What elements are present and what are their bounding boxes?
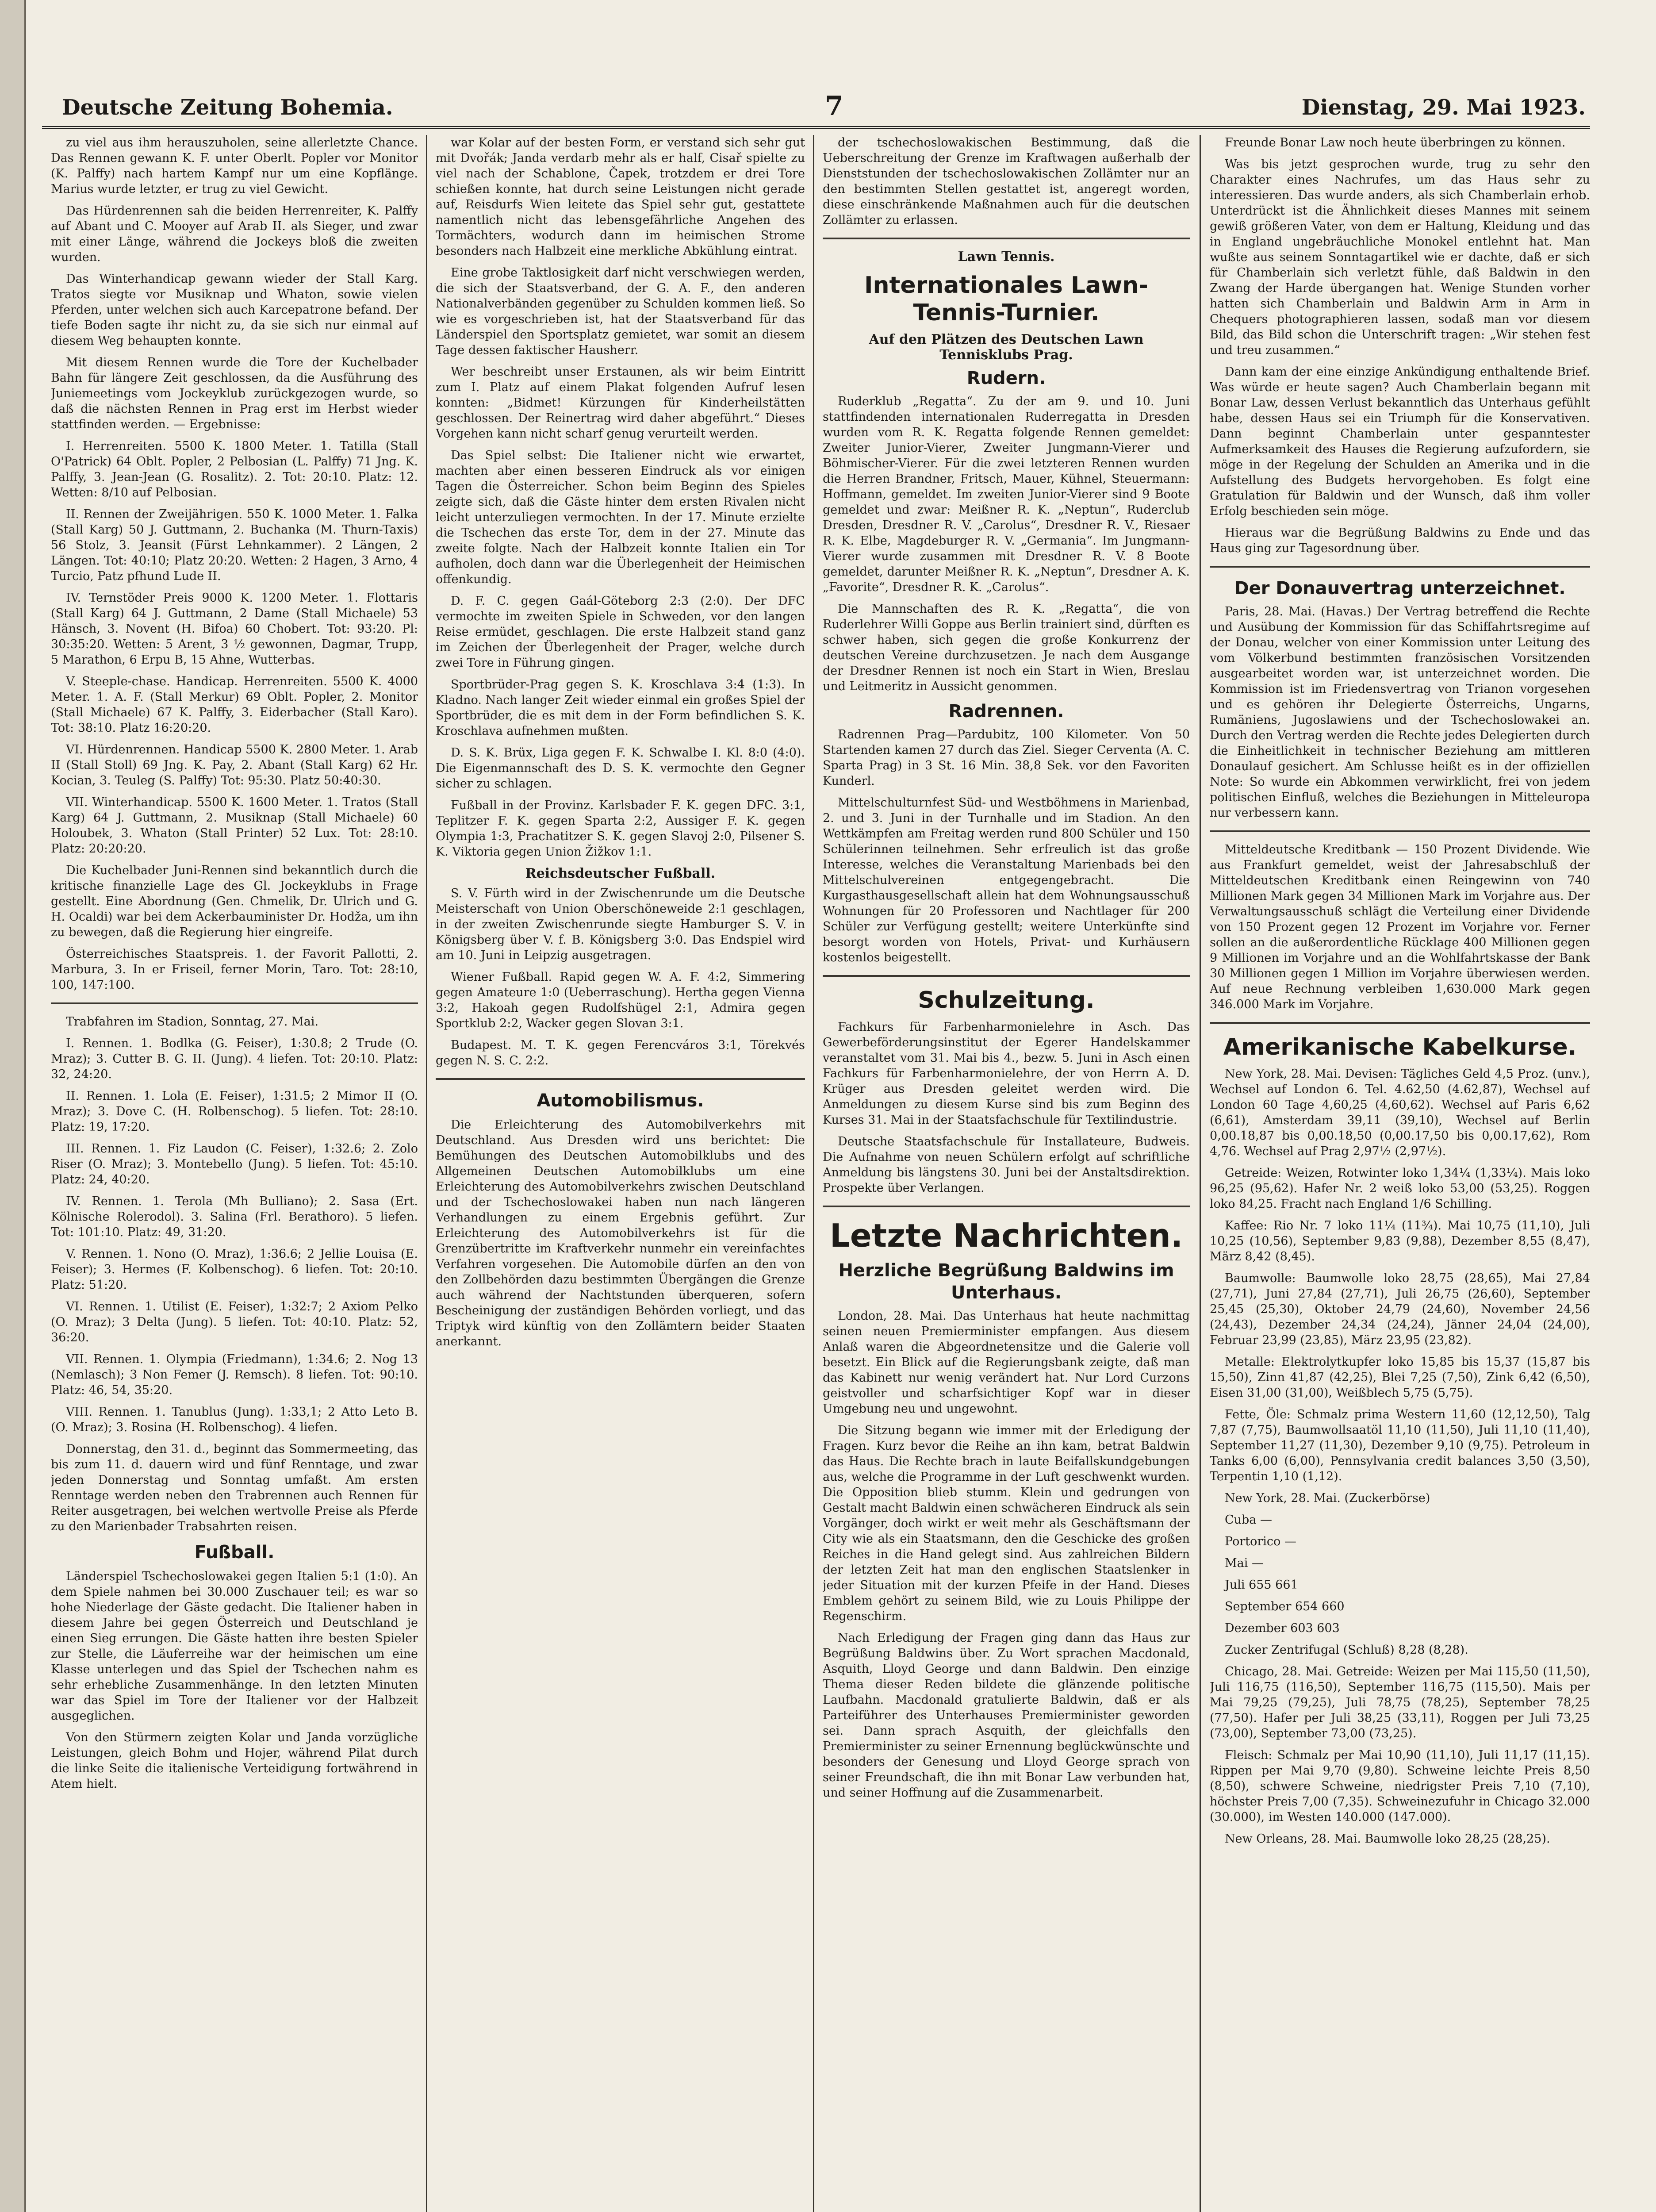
article-text: Ruderklub „Regatta“. Zu der am 9. und 10. Juni stattfindenden internationalen Ruderregatta in Dresden wurden vom R. K. Regatta folgende Rennen gemeldet: Zweiter Junior-Vierer, Zweiter Jungmann-Vierer und Böhmischer-Vierer. Für die zwei letzteren Rennen wurden die Herren Brandner, Fritsch, Mauer, Kühnel, Steuermann: Hoffmann, gemeldet. Im zweiten Junior-Vierer sind 9 Boote gemeldet und zwar: Meißner R. K. „Neptun“, Ruderclub Dresden, Dresdner R. V. „Carolus“, Dresdner R. V., Riesaer R. K. Elbe, Magdeburger R. V. „Germania“. Im Jungmann-Vierer wurde zusammen mit Dresdner R. V. 8 Boote gemeldet, darunter Meißner R. K. „Neptun“, Dresdner A. K. „Favorite“, Dresdner R. K. „Carolus“. <box>823 395 1190 594</box>
article-text: Eine grobe Taktlosigkeit darf nicht verschwiegen werden, die sich der Staatsverband, der G. A. F., den anderen Nationalverbänden gegenüber zu Schulden kommen ließ. So wie es vorgeschrieben ist, hat der Staatsverband für das Länderspiel den Sportsplatz gemietet, war somit an diesem Tage dessen faktischer Hausherr. <box>436 266 805 357</box>
race-result: V. Steeple-chase. Handicap. Herrenreiten. 5500 K. 4000 Meter. 1. A. F. (Stall Merkur) 69 Oblt. Popler, 2. Monitor (Stall Michaele) 67 K. Palffy, 3. Eiderbacher (Stall Karo). Tot: 38:10. Platz 16:20:20. <box>51 675 418 735</box>
divider <box>436 1078 805 1080</box>
column-4 <box>1210 135 1590 2212</box>
article-text: Was bis jetzt gesprochen wurde, trug zu sehr den Charakter eines Nachrufes, um das Haus sehr zu interessieren. Das wurde anders, als sich Chamberlain erhob. Unterdrückt ist die Ähnlichkeit dieses Mannes mit seinem gewiß größeren Vater, von dem er Haltung, Kleidung und das in England ungebräuchliche Monokel entlehnt hat. Man wußte aus seinem Sonntagartikel wie er dachte, daß er sich für Chamberlain sich verletzt fühle, daß Baldwin in den Zwang der Harde übergangen hat. Wenige Stunden vorher hatten sich Chamberlain und Baldwin Arm in Arm in Chequers photographieren lassen, sodaß man vor diesem Bild, das Bild schon die Unterschrift tragen: „Wir stehen fest und treu zusammen.“ <box>1210 157 1590 357</box>
article-text: New Orleans, 28. Mai. Baumwolle loko 28,25 (28,25). <box>1225 1832 1550 1846</box>
column-1 <box>51 135 418 2212</box>
article-text: Sportbrüder-Prag gegen S. K. Kroschlava 3:4 (1:3). In Kladno. Nach langer Zeit wieder einmal ein großes Spiel der Sportbrüder, die es mit dem in der Form befindlichen S. K. Kroschlava aufnehmen mußten. <box>436 678 805 738</box>
divider <box>1210 830 1590 832</box>
article-text: Wiener Fußball. Rapid gegen W. A. F. 4:2, Simmering gegen Amateure 1:0 (Ueberraschung). Hertha gegen Vienna 3:2, Hakoah gegen Rudolfshügel 2:1, Admira gegen Sportklub 2:2, Wacker gegen Slovan 3:1. <box>436 970 805 1030</box>
race-result: VIII. Rennen. 1. Tanublus (Jung). 1:33,1; 2 Atto Leto B. (O. Mraz); 3. Rosina (H. Rolbenschog). 4 liefen. <box>51 1405 418 1434</box>
article-text: zu viel aus ihm herauszuholen, seine allerletzte Chance. Das Rennen gewann K. F. unter Oberlt. Popler vor Monitor (K. Palffy) nach hartem Kampf nur um eine Kopflänge. Marius wurde letzter, er trug zu viel Gewicht. <box>51 136 418 196</box>
section-heading: Schulzeitung. <box>918 987 1095 1014</box>
article-text: Die Kuchelbader Juni-Rennen sind bekanntlich durch die kritische finanzielle Lage des Gl. Jockeyklubs in Frage gestellt. Eine Abordnung (Gen. Chmelik, Dr. Ulrich und G. H. Ocaldi) war bei dem Ackerbauminister Dr. Hodža, um ihn zu bewegen, daß die Regierung hier eingreife. <box>51 864 418 939</box>
table-row: Juli 655 661 <box>1225 1578 1298 1592</box>
article-text: Das Hürdenrennen sah die beiden Herrenreiter, K. Palffy auf Abant und C. Mooyer auf Arab II. als Sieger, und zwar mit einer Länge, während die Jockeys bloß die zweiten wurden. <box>51 204 418 264</box>
divider <box>823 1206 1190 1207</box>
race-result: II. Rennen. 1. Lola (E. Feiser), 1:31.5; 2 Mimor II (O. Mraz); 3. Dove C. (H. Rolbenschog). 5 liefen. Tot: 28:10. Platz: 19, 17:20. <box>51 1089 418 1134</box>
section-subtitle: Lawn Tennis. <box>958 249 1055 265</box>
section-subtitle: New York, 28. Mai. (Zuckerbörse) <box>1225 1491 1430 1505</box>
issue-date: Dienstag, 29. Mai 1923. <box>1301 95 1586 120</box>
section-heading: Amerikanische Kabelkurse. <box>1223 1034 1577 1060</box>
article-text: Von den Stürmern zeigten Kolar und Janda vorzügliche Leistungen, gleich Bohm und Hojer, während Pilat durch die linke Seite die italienische Verteidigung fortwährend in Atem hielt. <box>51 1731 418 1791</box>
table-row: Mai — <box>1225 1556 1264 1570</box>
divider <box>51 1002 418 1004</box>
article-text: Das Spiel selbst: Die Italiener nicht wie erwartet, machten aber einen besseren Eindruck als vor einigen Tagen die Österreicher. Schon beim Beginn des Spieles zeigte sich, daß die Gäste hinter dem ersten Rivalen nicht leicht unterzuliegen vermochten. In der 17. Minute erzielte die Tschechen das erste Tor, dem in der 27. Minute das zweite folgte. Nach der Halbzeit konnte Italien ein Tor aufholen, doch dann war die Überlegenheit der Heimischen offenkundig. <box>436 449 805 586</box>
race-result: IV. Rennen. 1. Terola (Mh Bulliano); 2. Sasa (Ert. Kölnische Rolerodol). 3. Salina (Frl. Berathoro). 5 liefen. Tot: 101:10. Platz: 49, 31:20. <box>51 1194 418 1239</box>
article-text: D. S. K. Brüx, Liga gegen F. K. Schwalbe I. Kl. 8:0 (4:0). Die Eigenmannschaft des D. S. K. vermochte den Gegner sicher zu schlagen. <box>436 746 805 791</box>
section-subtitle: Auf den Plätzen des Deutschen Lawn Tennisklubs Prag. <box>869 332 1144 363</box>
article-text: Budapest. M. T. K. gegen Ferencváros 3:1, Törekvés gegen N. S. C. 2:2. <box>436 1038 805 1068</box>
article-text: S. V. Fürth wird in der Zwischenrunde um die Deutsche Meisterschaft von Union Oberschöneweide 2:1 geschlagen, in der zweiten Zwischenrunde siegte Hamburger S. V. in Königsberg über V. f. B. Königsberg 3:0. Das Endspiel wird am 10. Juni in Leipzig ausgetragen. <box>436 887 805 962</box>
race-result: VII. Winterhandicap. 5500 K. 1600 Meter. 1. Tratos (Stall Karg) 64 J. Guttmann, 2. Musiknap (Stall Michaele) 60 Holoubek, 3. Whaton (Stall Printer) 52 Lux. Tot: 28:10. Platz: 20:20:20. <box>51 795 418 856</box>
section-heading: Radrennen. <box>948 701 1064 722</box>
race-result: III. Rennen. 1. Fiz Laudon (C. Feiser), 1:32.6; 2. Zolo Riser (O. Mraz); 3. Montebello (Jung). 5 liefen. Tot: 45:10. Platz: 24, 40:20. <box>51 1142 418 1187</box>
article-text: New York, 28. Mai. Devisen: Tägliches Geld 4,5 Proz. (unv.), Wechsel auf London 6. Tel. 4.62,50 (4.62,87), Wechsel auf London 60 Tage 4,60,25 (4,60,62). Wechsel auf Paris 6,62 (6,61), Amsterdam 39,11 (39,10), Wechsel auf Berlin 0,00.18,87 bis 0,00.18,50 (0,00.17,50 bis 0,00.17,62), Rom 4,76. Wechsel auf Prag 2,97½ (2,97½). <box>1210 1067 1590 1158</box>
section-heading: Internationales Lawn-Tennis-Turnier. <box>864 272 1148 326</box>
column-rule <box>426 135 427 2212</box>
article-text: Die Mannschaften des R. K. „Regatta“, die von Ruderlehrer Willi Goppe aus Berlin trainiert sind, dürften es schwer haben, sich gegen die große Konkurrenz der deutschen Vereine durchzusetzen. Je nach dem Ausgange der Dresdner Rennen ist noch ein Start in Wien, Breslau und Leitmeritz in Aussicht genommen. <box>823 602 1190 693</box>
article-text: Metalle: Elektrolytkupfer loko 15,85 bis 15,37 (15,87 bis 15,50), Zinn 41,87 (42,25), Blei 7,25 (7,50), Zink 6,42 (6,50), Eisen 31,00 (31,00), Weißblech 5,75 (5,75). <box>1210 1355 1590 1400</box>
section-heading: Letzte Nachrichten. <box>829 1217 1183 1254</box>
article-text: Zucker Zentrifugal (Schluß) 8,28 (8,28). <box>1225 1643 1468 1657</box>
column-rule <box>813 135 814 2212</box>
article-text: Die Sitzung begann wie immer mit der Erledigung der Fragen. Kurz bevor die Reihe an ihn kam, betrat Baldwin das Haus. Die Rechte brach in laute Beifallskundgebungen aus, welche die Programme in der Luft geschwenkt wurden. Die Opposition blieb stumm. Klein und gedrungen von Gestalt macht Baldwin einen schwächeren Eindruck als sein Vorgänger, doch wirkt er weit mehr als Geschäftsmann der City wie als ein Staatsmann, den die Geschicke des großen Reiches in die Hand gelegt sind. Aus zahlreichen Bildern der letzten Zeit hat man den englischen Staatslenker in jeder Situation mit der kurzen Pfeife in der Hand. Dieses Emblem gehört zu seinem Bild, wie zu Louis Philippe der Regenschirm. <box>823 1424 1190 1623</box>
page-header <box>42 91 1590 129</box>
divider <box>1210 1022 1590 1024</box>
article-text: Freunde Bonar Law noch heute überbringen zu können. <box>1225 136 1566 150</box>
article-text: Chicago, 28. Mai. Getreide: Weizen per Mai 115,50 (11,50), Juli 116,75 (116,50), September 116,75 (115,50). Mais per Mai 79,25 (79,25), Juli 78,75 (78,25), September 78,25 (77,50). Hafer per Juli 38,25 (33,11), Roggen per Juli 73,25 (73,00), September 73,00 (73,25). <box>1210 1665 1590 1740</box>
article-text: der tschechoslowakischen Bestimmung, daß die Ueberschreitung der Grenze im Kraftwagen außerhalb der Dienststunden der tschechoslowakischen Zollämter nur an den bestimmten Stellen gestattet ist, angeregt worden, diese einschränkende Maßnahmen auch für die deutschen Zollämter zu erlassen. <box>823 136 1190 227</box>
divider <box>823 238 1190 239</box>
article-text: Österreichisches Staatspreis. 1. der Favorit Pallotti, 2. Marbura, 3. In er Friseil, ferner Morin, Taro. Tot: 28:10, 100, 147:100. <box>51 947 418 992</box>
column-3 <box>823 135 1190 2212</box>
article-text: Radrennen Prag—Pardubitz, 100 Kilometer. Von 50 Startenden kamen 27 durch das Ziel. Sieger Cerventa (A. C. Sparta Prag) in 3 St. 16 Min. 38,8 Sek. vor den Favoriten Kunderl. <box>823 728 1190 788</box>
paper-name: Deutsche Zeitung Bohemia. <box>62 95 393 120</box>
article-text: Donnerstag, den 31. d., beginnt das Sommermeeting, das bis zum 11. d. dauern wird und fünf Renntage, und zwar jeden Donnerstag und Sonntag umfaßt. Am ersten Renntage werden neben den Trabrennen auch Rennen für Reiter ausgetragen, bei welchen wertvolle Preise als Pferde zu den Marienbader Trabsahrten reisen. <box>51 1442 418 1533</box>
article-text: Mit diesem Rennen wurde die Tore der Kuchelbader Bahn für längere Zeit geschlossen, da die Ausführung des Juniemeetings vom Jockeyklub zurückgezogen wurde, so daß die nächsten Rennen in Prag erst im Herbst wieder stattfinden werden. — Ergebnisse: <box>51 356 418 431</box>
table-row: Cuba — <box>1225 1513 1273 1527</box>
article-text: Paris, 28. Mai. (Havas.) Der Vertrag betreffend die Rechte und Ausübung der Kommission für das Schiffahrtsregime auf der Donau, welcher von einer Kommission unter Leitung des vom Völkerbund bestimmten französischen Vorsitzenden ausgearbeitet worden war, ist unterzeichnet worden. Die Kommission ist im Friedensvertrag von Trianon vorgesehen und es gehören ihr Delegierte Österreichs, Ungarns, Rumäniens, Jugoslawiens und der Tschechoslowakei an. Durch den Vertrag werden die Rechte jedes Delegierten durch die Einheitlichkeit in technischer Beziehung am mittleren Donaulauf gesichert. Am Schlusse heißt es in der offiziellen Note: So wurde ein Abkommen verwirklicht, frei von jedem politischen Einfluß, welches die Beziehungen in Mitteleuropa nur verbessern kann. <box>1210 605 1590 820</box>
race-result: II. Rennen der Zweijährigen. 550 K. 1000 Meter. 1. Falka (Stall Karg) 50 J. Guttmann, 2. Buchanka (M. Thurn-Taxis) 56 Stolz, 3. Jeansit (Fürst Lehnkammer). 2 Längen, 2 Längen. Tot: 40:10; Platz 20:20. Wetten: 2 Hagen, 3 Arno, 4 Turcio, Patz pfhund Lude II. <box>51 507 418 583</box>
race-result: I. Rennen. 1. Bodlka (G. Feiser), 1:30.8; 2 Trude (O. Mraz); 3. Cutter B. G. II. (Jung). 4 liefen. Tot: 20:10. Platz: 32, 24:20. <box>51 1037 418 1081</box>
section-heading: Der Donauvertrag unterzeichnet. <box>1234 578 1566 599</box>
section-heading: Fußball. <box>194 1542 275 1563</box>
race-result: VII. Rennen. 1. Olympia (Friedmann), 1:34.6; 2. Nog 13 (Nemlasch); 3 Non Femer (J. Remsch). 8 liefen. Tot: 90:10. Platz: 46, 54, 35:20. <box>51 1352 418 1397</box>
divider <box>823 975 1190 977</box>
page-number: 7 <box>825 91 843 122</box>
race-result: V. Rennen. 1. Nono (O. Mraz), 1:36.6; 2 Jellie Louisa (E. Feiser); 3. Hermes (F. Kolbenschog). 6 liefen. Tot: 20:10. Platz: 51:20. <box>51 1247 418 1292</box>
section-heading: Rudern. <box>966 368 1046 388</box>
race-result: IV. Ternstöder Preis 9000 K. 1200 Meter. 1. Flottaris (Stall Karg) 64 J. Guttmann, 2 Dame (Stall Michaele) 53 Hänsch, 3. Novent (H. Bifoa) 60 Chobert. Tot: 93:20. Pl: 30:35:20. Wetten: 5 Arent, 3 ½ gewonnen, Dagmar, Trupp, 5 Marathon, 6 Erpu B, 15 Ahne, Wutterbas. <box>51 591 418 667</box>
table-row: Dezember 603 603 <box>1225 1621 1340 1635</box>
article-text: D. F. C. gegen Gaál-Göteborg 2:3 (2:0). Der DFC vermochte im zweiten Spiele in Schweden, vor den langen Reise ermüdet, geschlagen. Die erste Halbzeit stand ganz im Zeichen der Überlegenheit der Prager, welche durch zwei Tore in Führung gingen. <box>436 594 805 670</box>
column-2 <box>436 135 805 2212</box>
section-subtitle: Reichsdeutscher Fußball. <box>525 866 716 881</box>
table-row: Portorico — <box>1225 1535 1296 1548</box>
article-headline: Herzliche Begrüßung Baldwins im Unterhaus. <box>838 1260 1174 1303</box>
article-text: Fette, Öle: Schmalz prima Western 11,60 (12,12,50), Talg 7,87 (7,75), Baumwollsaatöl 11,10 (11,50), Juli 11,10 (11,40), September 11,27 (11,30), Dezember 9,10 (9,75). Petroleum in Tanks 6,00 (6,00), Pennsylvania credit balances 3,50 (3,50), Terpentin 1,10 (1,12). <box>1210 1408 1590 1483</box>
race-result: VI. Rennen. 1. Utilist (E. Feiser), 1:32:7; 2 Axiom Pelko (O. Mraz); 3 Delta (Jung). 5 liefen. Tot: 40:10. Platz: 52, 36:20. <box>51 1300 418 1344</box>
divider <box>1210 566 1590 568</box>
article-text: Mitteldeutsche Kreditbank — 150 Prozent Dividende. Wie aus Frankfurt gemeldet, weist der Jahresabschluß der Mitteldeutschen Kreditbank einen Reingewinn von 740 Millionen Mark gegen 34 Millionen Mark im Vorjahre aus. Der Verwaltungsausschuß schlägt die Verteilung einer Dividende von 150 Prozent gegen 12 Prozent im Vorjahre vor. Ferner sollen an die außerordentliche Rücklage 400 Millionen gegen 9 Millionen im Vorjahre und an die Wohlfahrtskasse der Bank 30 Millionen gegen 1 Million im Vorjahre überwiesen werden. Auf neue Rechnung verbleiben 1,630.000 Mark gegen 346.000 Mark im Vorjahre. <box>1210 843 1590 1011</box>
article-text: Die Erleichterung des Automobilverkehrs mit Deutschland. Aus Dresden wird uns berichtet: Die Bemühungen des Deutschen Automobilklubs und des Allgemeinen Deutschen Automobilklubs um eine Erleichterung des Automobilverkehrs zwischen Deutschland und der Tschechoslowakei haben nun nach längeren Verhandlungen zu einem Ergebnis geführt. Zur Erleichterung des Automobilverkehrs ist für die Grenzübertritte im Kraftverkehr nunmehr ein vereinfachtes Verfahren vorgesehen. Die Automobile dürfen an den von den Zollbehörden dazu bestimmten Übergängen die Grenze auch während der Nachtstunden überqueren, sofern Bescheinigung der zuständigen Behörden vorliegt, und das Triptyk wird künftig von den Zollämtern beider Staaten anerkannt. <box>436 1118 805 1348</box>
article-text: Fachkurs für Farbenharmonielehre in Asch. Das Gewerbeförderungsinstitut der Egerer Handelskammer veranstaltet vom 31. Mai bis 4., bezw. 5. Juni in Asch einen Fachkurs für Farbenharmonielehre, der von Herrn A. D. Krüger aus Dresden geleitet werden wird. Die Anmeldungen zu diesem Kurse sind bis zum Beginn des Kurses 31. Mai in der Staatsfachschule für Textilindustrie. <box>823 1020 1190 1127</box>
article-text: Nach Erledigung der Fragen ging dann das Haus zur Begrüßung Baldwins über. Zu Wort sprachen Macdonald, Asquith, Lloyd George und dann Baldwin. Den einzige Thema dieser Reden bildete die glänzende politische Laufbahn. Macdonald gratulierte Baldwin, daß er als Parteiführer des Unterhauses Premierminister geworden sei. Dann sprach Asquith, der gleichfalls den Premierminister zu seiner Ernennung beglückwünschte und besonders der Genesung und Lloyd George sprach von seiner Freundschaft, die ihn mit Bonar Law verbunden hat, und seiner Hoffnung auf die Zusammenarbeit. <box>823 1631 1190 1800</box>
article-text: Länderspiel Tschechoslowakei gegen Italien 5:1 (1:0). An dem Spiele nahmen bei 30.000 Zuschauer teil; es war so hohe Niederlage der Gäste gedacht. Die Italiener haben in diesem Jahre bei gegen Österreich und Deutschland je einen Sieg errungen. Die Gäste hatten ihre besten Spieler zur Stelle, die Läuferreihe war der heimischen um eine Klasse unterlegen und das Spiel der Tschechen nahm es sehr erhebliche Zusammenhänge. In den letzten Minuten war das Spiel im Tore der Italiener vor der Halbzeit ausgeglichen. <box>51 1570 418 1723</box>
article-text: Fußball in der Provinz. Karlsbader F. K. gegen DFC. 3:1, Teplitzer F. K. gegen Sparta 2:2, Aussiger F. K. gegen Olympia 1:3, Prachatitzer S. K. gegen Slavoj 2:0, Pilsener S. K. Viktoria gegen Union Žižkov 1:1. <box>436 799 805 859</box>
section-heading: Automobilismus. <box>537 1091 704 1111</box>
article-text: Deutsche Staatsfachschule für Installateure, Budweis. Die Aufnahme von neuen Schülern erfolgt auf schriftliche Anmeldung bis längstens 30. Juni bei der Anstaltsdirektion. Prospekte über Verlangen. <box>823 1135 1190 1195</box>
article-text: war Kolar auf der besten Form, er verstand sich sehr gut mit Dvořák; Janda verdarb mehr als er half, Cisař spielte zu viel nach der Schablone, Čapek, trotzdem er drei Tore schießen konnte, hat durch seine Leistungen nicht gerade auf, Reisdurfs Wien leitete das Spiel sehr gut, gestattete namentlich nicht das lebensgefährliche Angehen des Tormächters, wodurch dann im heimischen Strome besonders nach Halbzeit eine merkliche Abkühlung eintrat. <box>436 136 805 258</box>
article-text: Wer beschreibt unser Erstaunen, als wir beim Eintritt zum I. Platz auf einem Plakat folgenden Aufruf lesen konnten: „Bidmet! Kürzungen für Kinderheilstätten geschlossen. Der Reinertrag wird daher abgeführt.“ Dieses Vorgehen kann nicht scharf genug verurteilt werden. <box>436 365 805 441</box>
article-text: Mittelschulturnfest Süd- und Westböhmens in Marienbad, 2. und 3. Juni in der Turnhalle und im Stadion. An den Wettkämpfen am Freitag werden rund 800 Schüler und 150 Schülerinnen teilnehmen. Sehr erfreulich ist das große Interesse, welches die Veranstaltung Marienbads bei den Mittelschulvereinen entgegengebracht. Die Kurgasthausgesellschaft allein hat dem Wohnungsausschuß Wohnungen für 20 Professoren und Nachtlager für 200 Schüler zur Verfügung gestellt; weitere Unterkünfte sind besorgt worden von Hotels, Privat- und Kurhäusern kostenlos beigestellt. <box>823 796 1190 964</box>
article-text: Getreide: Weizen, Rotwinter loko 1,34¼ (1,33¼). Mais loko 96,25 (95,62). Hafer Nr. 2 weiß loko 53,00 (53,25). Roggen loko 84,25. Fracht nach England 1/6 Schilling. <box>1210 1166 1590 1211</box>
table-row: September 654 660 <box>1225 1600 1345 1613</box>
race-result: VI. Hürdenrennen. Handicap 5500 K. 2800 Meter. 1. Arab II (Stall Stoll) 69 Jng. K. Pay, 2. Abant (Stall Karg) 62 Hr. Kocian, 3. Teuleg (S. Palffy) Tot: 95:30. Platz 50:40:30. <box>51 743 418 787</box>
race-result: I. Herrenreiten. 5500 K. 1800 Meter. 1. Tatilla (Stall O'Patrick) 64 Oblt. Popler, 2 Pelbosian (L. Palffy) 71 Jng. K. Palffy, 3. Jean-Jean (G. Rosalitz). 2. Tot: 20:10. Platz: 12. Wetten: 8/10 auf Pelbosian. <box>51 439 418 499</box>
article-text: Hieraus war die Begrüßung Baldwins zu Ende und das Haus ging zur Tagesordnung über. <box>1210 526 1590 555</box>
article-text: Dann kam der eine einzige Ankündigung enthaltende Brief. Was würde er heute sagen? Auch Chamberlain begann mit Bonar Law, dessen Verlust bekanntlich das Unterhaus gefühlt habe, dessen Haus sei ein Triumph für die Konservativen. Dann beginnt Chamberlain unter gespanntester Aufmerksamkeit des Hauses die Regierung aufzufordern, sie möge in der Regelung der Schulden an Amerika und in die Aufstellung des Budgets hervorgehoben. Es folgt eine Gratulation für Baldwin und der Wunsch, daß ihm voller Erfolg beschieden sein möge. <box>1210 365 1590 518</box>
article-text: Fleisch: Schmalz per Mai 10,90 (11,10), Juli 11,17 (11,15). Rippen per Mai 9,70 (9,80). Schweine leichte Preis 8,50 (8,50), schwere Schweine, niedrigster Preis 7,10 (7,10), höchster Preis 7,00 (7,35). Schweinezufuhr in Chicago 32.000 (30.000), im Westen 140.000 (147.000). <box>1210 1748 1590 1824</box>
article-text: Das Winterhandicap gewann wieder der Stall Karg. Tratos siegte vor Musiknap und Whaton, sowie vielen Pferden, unter welchen sich auch Karcepatrone befand. Der tiefe Boden sagte ihr nicht zu, da sie sich nur einmal auf diesem Weg behaupten konnte. <box>51 272 418 348</box>
section-subtitle: Trabfahren im Stadion, Sonntag, 27. Mai. <box>66 1015 319 1029</box>
article-text: Baumwolle: Baumwolle loko 28,75 (28,65), Mai 27,84 (27,71), Juni 27,84 (27,71), Juli 26,75 (26,60), September 25,45 (25,30), Oktober 24,79 (24,60), November 24,56 (24,43), Dezember 24,34 (24,24), Jänner 24,04 (24,00), Februar 23,99 (23,85), März 23,95 (23,82). <box>1210 1271 1590 1347</box>
scan-edge <box>0 0 26 2212</box>
column-rule <box>1200 135 1201 2212</box>
article-text: Kaffee: Rio Nr. 7 loko 11¼ (11¾). Mai 10,75 (11,10), Juli 10,25 (10,56), September 9,83 (9,88), Dezember 8,55 (8,47), März 8,42 (8,45). <box>1210 1219 1590 1263</box>
article-text: London, 28. Mai. Das Unterhaus hat heute nachmittag seinen neuen Premierminister empfangen. Aus diesem Anlaß waren die Abgeordnetensitze und die Galerie voll besetzt. Ein Blick auf die Regierungsbank zeigte, daß man das Kabinett nur wenig verändert hat. Nur Lord Curzons geistvoller und scharfsichtiger Kopf war in dieser Umgebung neu und ungewohnt. <box>823 1309 1190 1416</box>
